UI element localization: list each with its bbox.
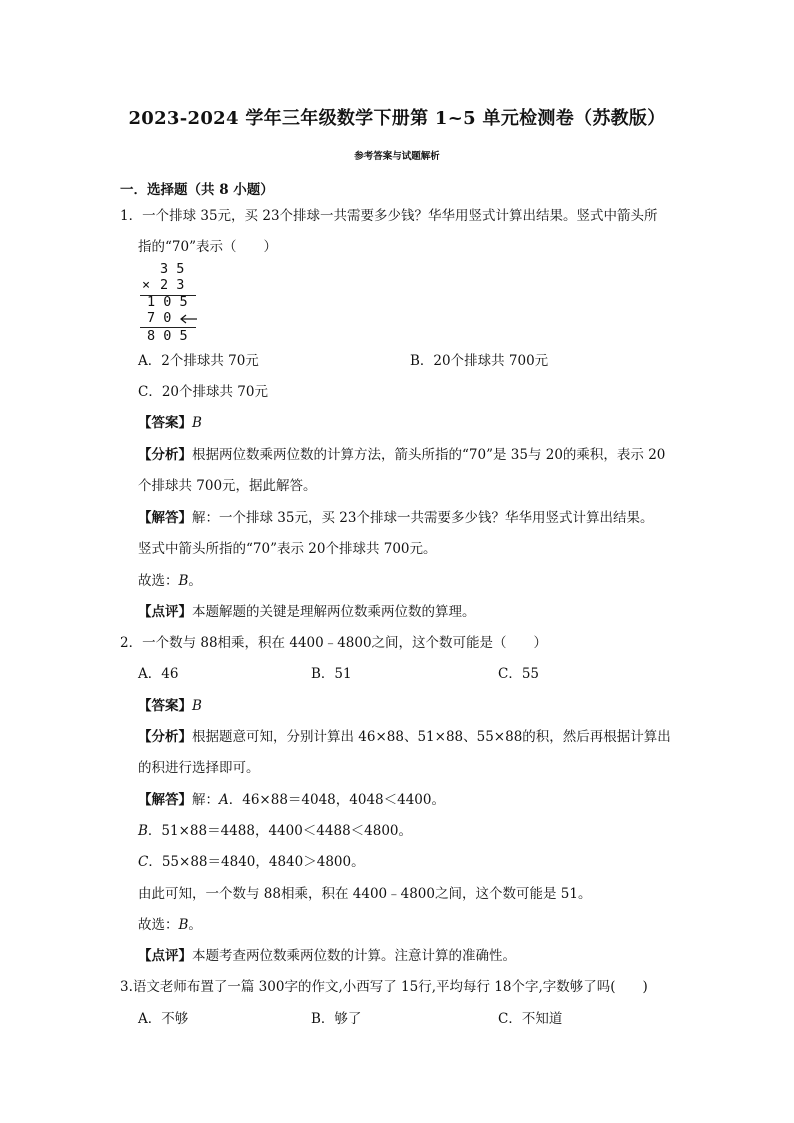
q1-stem-line2: 指的“70”表示（ ） bbox=[138, 239, 277, 255]
q3-option-c: C．不知道 bbox=[498, 1011, 563, 1027]
vertical-row-partial2: 7 0 bbox=[147, 310, 172, 326]
solution-text-c: ．55×88＝4840，4840＞4800。 bbox=[148, 854, 365, 870]
solution-letter-a: A bbox=[219, 792, 229, 808]
answer-letter: B bbox=[192, 415, 202, 431]
answer-tag: 【答案】 bbox=[138, 415, 192, 431]
vertical-row-multiplier: 2 3 bbox=[160, 277, 185, 293]
comment-tag: 【点评】 bbox=[138, 948, 192, 964]
answer-tag: 【答案】 bbox=[138, 698, 192, 714]
solution-tag: 【解答】 bbox=[138, 510, 192, 526]
q1-option-c: C．20个排球共 70元 bbox=[138, 384, 268, 400]
analysis-tag: 【分析】 bbox=[138, 447, 192, 463]
q2-analysis-line1 bbox=[138, 727, 671, 747]
choose-letter: B bbox=[178, 917, 189, 933]
q1-answer bbox=[138, 413, 202, 433]
q2-solution-line2 bbox=[138, 821, 412, 841]
analysis-text: 根据题意可知，分别计算出 46×88、51×88、55×88的积，然后再根据计算出 bbox=[192, 729, 671, 745]
arrow-icon bbox=[178, 313, 198, 325]
q2-answer bbox=[138, 696, 202, 716]
choose-suffix: 。 bbox=[188, 573, 202, 589]
q1-analysis-line2: 个排球共 700元，据此解答。 bbox=[138, 478, 317, 494]
q1-solution-line1 bbox=[138, 508, 653, 528]
analysis-text: 根据两位数乘两位数的计算方法，箭头所指的“70”是 35与 20的乘积，表示 20 bbox=[192, 447, 666, 463]
solution-prefix: 解： bbox=[192, 792, 219, 808]
comment-tag: 【点评】 bbox=[138, 604, 192, 620]
q2-stem: 2．一个数与 88相乘，积在 4400﹣4800之间，这个数可能是（ ） bbox=[120, 635, 548, 651]
q2-comment bbox=[138, 946, 516, 966]
q1-comment bbox=[138, 602, 476, 622]
choose-prefix: 故选： bbox=[138, 917, 179, 933]
answer-letter: B bbox=[192, 698, 202, 714]
vertical-times-sign: × bbox=[142, 277, 151, 293]
solution-text-b: ．51×88＝4488，4400＜4488＜4800。 bbox=[147, 823, 413, 839]
comment-text: 本题考查两位数乘两位数的计算。注意计算的准确性。 bbox=[192, 948, 516, 964]
q2-option-b: B．51 bbox=[311, 666, 352, 682]
vertical-row-partial1: 1 0 5 bbox=[147, 294, 188, 310]
solution-tag: 【解答】 bbox=[138, 792, 192, 808]
q1-option-b: B．20个排球共 700元 bbox=[410, 353, 549, 369]
q2-solution-line4: 由此可知，一个数与 88相乘，积在 4400﹣4800之间，这个数可能是 51。 bbox=[138, 886, 592, 902]
vertical-row-product: 8 0 5 bbox=[147, 328, 188, 344]
page-title: 2023-2024 学年三年级数学下册第 1~5 单元检测卷（苏教版） bbox=[128, 108, 666, 129]
q1-stem-line1: 1．一个排球 35元，买 23个排球一共需要多少钱？华华用竖式计算出结果。竖式中箭头所 bbox=[120, 208, 658, 224]
q2-analysis-line2: 的积进行选择即可。 bbox=[138, 760, 260, 776]
solution-text-a: ．46×88＝4048，4048＜4400。 bbox=[228, 792, 445, 808]
section-heading: 一．选择题（共 8 小题） bbox=[120, 182, 274, 198]
comment-text: 本题解题的关键是理解两位数乘两位数的算理。 bbox=[192, 604, 476, 620]
choose-letter: B bbox=[178, 573, 189, 589]
q1-solution-line2: 竖式中箭头所指的“70”表示 20个排球共 700元。 bbox=[138, 541, 437, 557]
page-subtitle: 参考答案与试题解析 bbox=[354, 151, 440, 162]
solution-text: 解：一个排球 35元，买 23个排球一共需要多少钱？华华用竖式计算出结果。 bbox=[192, 510, 654, 526]
q3-option-b: B．够了 bbox=[311, 1011, 362, 1027]
q3-option-a: A．不够 bbox=[138, 1011, 189, 1027]
q3-stem: 3.语文老师布置了一篇 300字的作文,小西写了 15行,平均每行 18个字,字数够了吗( ) bbox=[120, 979, 648, 995]
q2-solution-line1 bbox=[138, 790, 445, 810]
q2-option-c: C．55 bbox=[498, 666, 540, 682]
analysis-tag: 【分析】 bbox=[138, 729, 192, 745]
q2-solution-line3 bbox=[138, 852, 365, 872]
choose-prefix: 故选： bbox=[138, 573, 179, 589]
q1-option-a: A．2个排球共 70元 bbox=[138, 353, 259, 369]
vertical-row-multiplicand: 3 5 bbox=[160, 261, 185, 277]
solution-letter-c: C bbox=[138, 854, 149, 870]
solution-letter-b: B bbox=[138, 823, 148, 839]
q1-analysis-line1 bbox=[138, 445, 665, 465]
q1-choose bbox=[138, 571, 202, 591]
q2-option-a: A．46 bbox=[138, 666, 179, 682]
q2-choose bbox=[138, 915, 202, 935]
choose-suffix: 。 bbox=[188, 917, 202, 933]
